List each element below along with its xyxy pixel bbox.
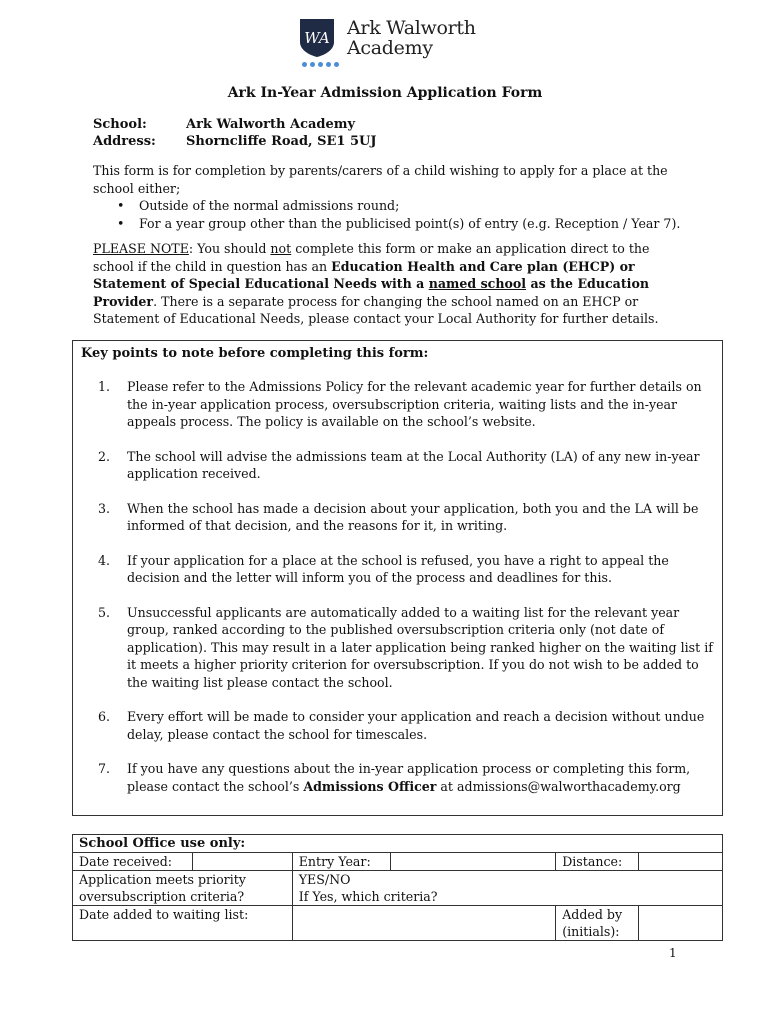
key-point: 2. The school will advise the admissions team at the Local Authority (LA) of any new in-year application received.	[98, 448, 700, 481]
meets-priority-label: Application meets priority oversubscription criteria?	[73, 871, 293, 906]
entry-year-field[interactable]	[390, 853, 556, 871]
key-point: 1. Please refer to the Admissions Policy for the relevant academic year for further details on the in-year application process, oversubscription criteria, waiting lists and the in-year appeals process. The policy is available on the school’s website.	[98, 379, 702, 429]
added-by-label: Added by (initials):	[556, 906, 639, 941]
address-label: Address:	[93, 134, 156, 149]
admissions-email: at admissions@walworthacademy.org	[436, 778, 681, 794]
school-office-table	[72, 834, 723, 941]
intro-bullet: • For a year group other than the publicised point(s) of entry (e.g. Reception / Year 7).	[93, 215, 693, 233]
intro-section	[93, 162, 693, 232]
note-text: complete this form or make an application direct to the school if the child in question has an	[93, 241, 650, 274]
office-heading: School Office use only:	[73, 835, 723, 853]
note-text: : You should	[188, 241, 271, 256]
note-label: PLEASE NOTE	[93, 241, 189, 256]
key-points-list	[98, 378, 718, 795]
key-point: 4. If your application for a place at the school is refused, you have a right to appeal the decision and the letter will inform you of the process and deadlines for this.	[98, 552, 669, 585]
note-not: not	[270, 241, 292, 256]
date-waiting-field[interactable]	[292, 906, 555, 941]
added-by-field[interactable]	[639, 906, 723, 941]
intro-bullets	[93, 197, 693, 232]
page-number: 1	[669, 946, 677, 960]
shield-logo-icon	[299, 18, 335, 58]
address-value: Shorncliffe Road, SE1 5UJ	[186, 134, 377, 149]
intro-bullet: • Outside of the normal admissions round;	[93, 197, 693, 215]
intro-text: This form is for completion by parents/carers of a child wishing to apply for a place at the school either;	[93, 163, 668, 196]
distance-field[interactable]	[639, 853, 723, 871]
key-point: 6. Every effort will be made to consider your application and reach a decision without undue delay, please contact the school for timescales.	[98, 709, 705, 742]
key-point: 3. When the school has made a decision about your application, both you and the LA will be informed of that decision, and the reasons for it, in writing.	[98, 500, 699, 533]
logo-line2: Academy	[347, 37, 433, 59]
distance-label: Distance:	[556, 853, 639, 871]
key-point: 7. If you have any questions about the in-year application process or completing this form, please contact the school’s Admissions Officer at admissions@walworthacademy.org	[98, 761, 691, 794]
which-criteria-label: If Yes, which criteria?	[298, 889, 438, 904]
note-text: . There is a separate process for changing the school named on an EHCP or Statement of Educational Needs, please contact your Local Authority for further details.	[93, 293, 659, 326]
date-received-field[interactable]	[192, 853, 292, 871]
key-point: 5. Unsuccessful applicants are automatically added to a waiting list for the relevant year group, ranked according to the published oversubscription criteria only (not date of application). This may result in a later application being ranked higher on the waiting list if it meets a higher priority criterion for oversubscription. If you do not wish to be added to the waiting list please contact the school.	[98, 604, 713, 690]
logo-dots	[302, 62, 339, 67]
key-points-box	[72, 340, 723, 816]
logo-monogram: WA	[304, 29, 330, 47]
page-title: Ark In-Year Admission Application Form	[227, 85, 543, 101]
note-bold: Education Health and Care plan (EHCP) or Statement of Special Educational Needs with a	[93, 258, 635, 291]
date-received-label: Date received:	[73, 853, 193, 871]
key-points-heading: Key points to note before completing this form:	[81, 346, 429, 361]
criteria-cell[interactable]	[292, 871, 722, 906]
school-label: School:	[93, 117, 147, 132]
note-named-school: named school	[428, 276, 527, 291]
logo-line1: Ark Walworth	[347, 17, 476, 39]
note-bold: as the Education Provider	[93, 276, 649, 309]
yes-no-label: YES/NO	[298, 872, 351, 887]
school-value: Ark Walworth Academy	[186, 117, 356, 132]
academy-logo	[299, 14, 479, 70]
entry-year-label: Entry Year:	[292, 853, 390, 871]
please-note	[93, 240, 693, 328]
logo-text	[347, 18, 476, 58]
date-waiting-label: Date added to waiting list:	[73, 906, 293, 941]
school-info	[93, 116, 377, 150]
